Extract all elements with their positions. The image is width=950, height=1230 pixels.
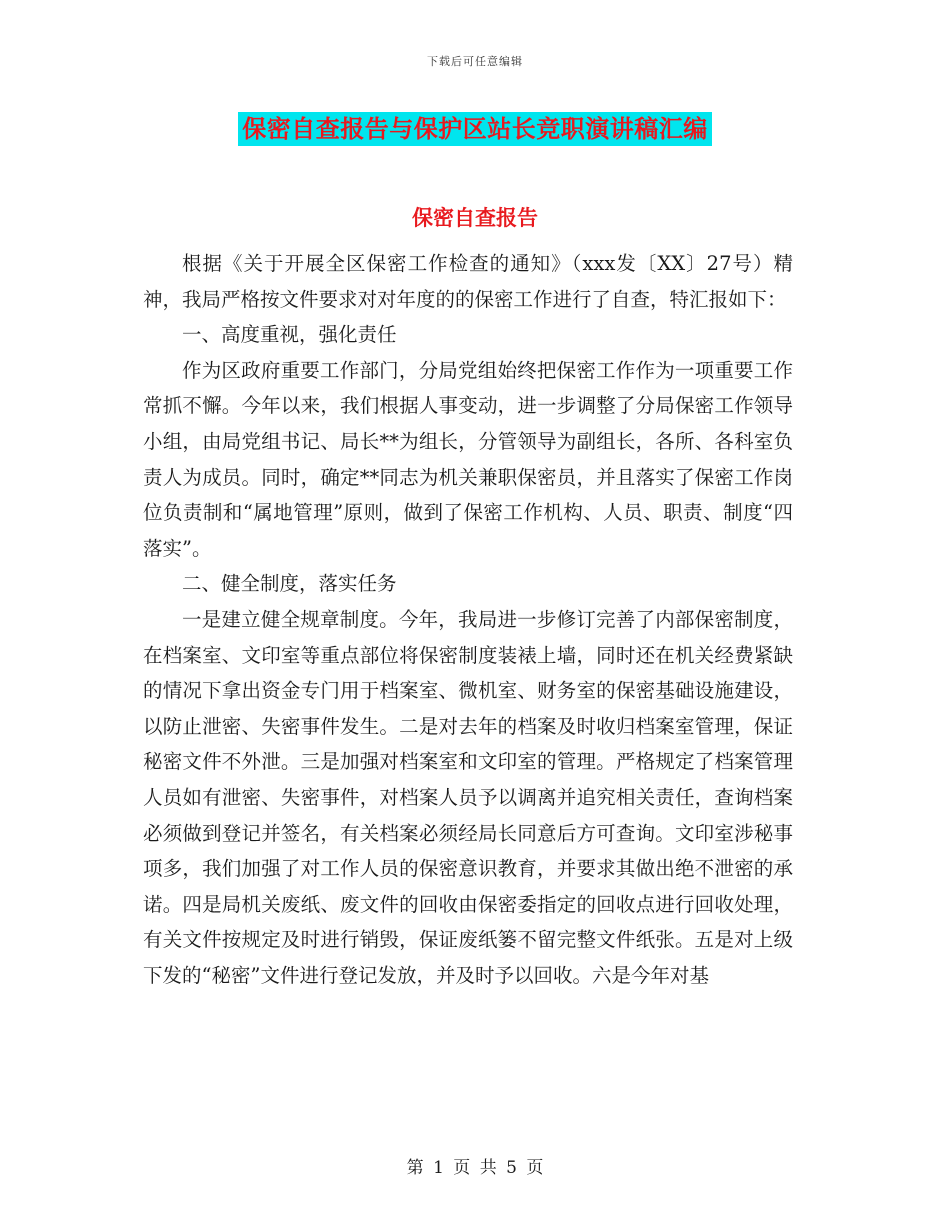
heading-section-1: 一、高度重视，强化责任 [182,323,397,347]
paragraph-intro: 根据《关于开展全区保密工作检查的通知》（xxx发〔XX〕27号）精神，我局严格按文件要求对对年度的的保密工作进行了自查，特汇报如下： [143,252,793,311]
document-body [143,246,793,993]
page-number-footer: 第 1 页 共 5 页 [406,1158,544,1178]
document-title: 保密自查报告与保护区站长竞职演讲稿汇编 [238,112,712,146]
paragraph-section-1: 作为区政府重要工作部门，分局党组始终把保密工作作为一项重要工作常抓不懈。今年以来，我们根据人事变动，进一步调整了分局保密工作领导小组，由局党组书记、局长**为组长，分管领导为副组长，各所、各科室负责人为成员。同时，确定**同志为机关兼职保密员，并且落实了保密工作岗位负责制和“属地管理”原则，做到了保密工作机构、人员、职责、制度“四落实”。 [143,358,793,560]
heading-section-2: 二、健全制度，落实任务 [182,572,397,596]
paragraph-section-2: 一是建立健全规章制度。今年，我局进一步修订完善了内部保密制度，在档案室、文印室等重点部位将保密制度装裱上墙，同时还在机关经费紧缺的情况下拿出资金专门用于档案室、微机室、财务室的保密基础设施建设，以防止泄密、失密事件发生。二是对去年的档案及时收归档案室管理，保证秘密文件不外泄。三是加强对档案室和文印室的管理。严格规定了档案管理人员如有泄密、失密事件，对档案人员予以调离并追究相关责任，查询档案必须做到登记并签名，有关档案必须经局长同意后方可查询。文印室涉秘事项多，我们加强了对工作人员的保密意识教育，并要求其做出绝不泄密的承诺。四是局机关废纸、废文件的回收由保密委指定的回收点进行回收处理，有关文件按规定及时进行销毁，保证废纸篓不留完整文件纸张。五是对上级下发的“秘密”文件进行登记发放，并及时予以回收。六是今年对基 [143,607,793,987]
page-header-note: 下载后可任意编辑 [427,55,523,68]
document-title-container [0,112,950,146]
section-title: 保密自查报告 [412,205,538,230]
